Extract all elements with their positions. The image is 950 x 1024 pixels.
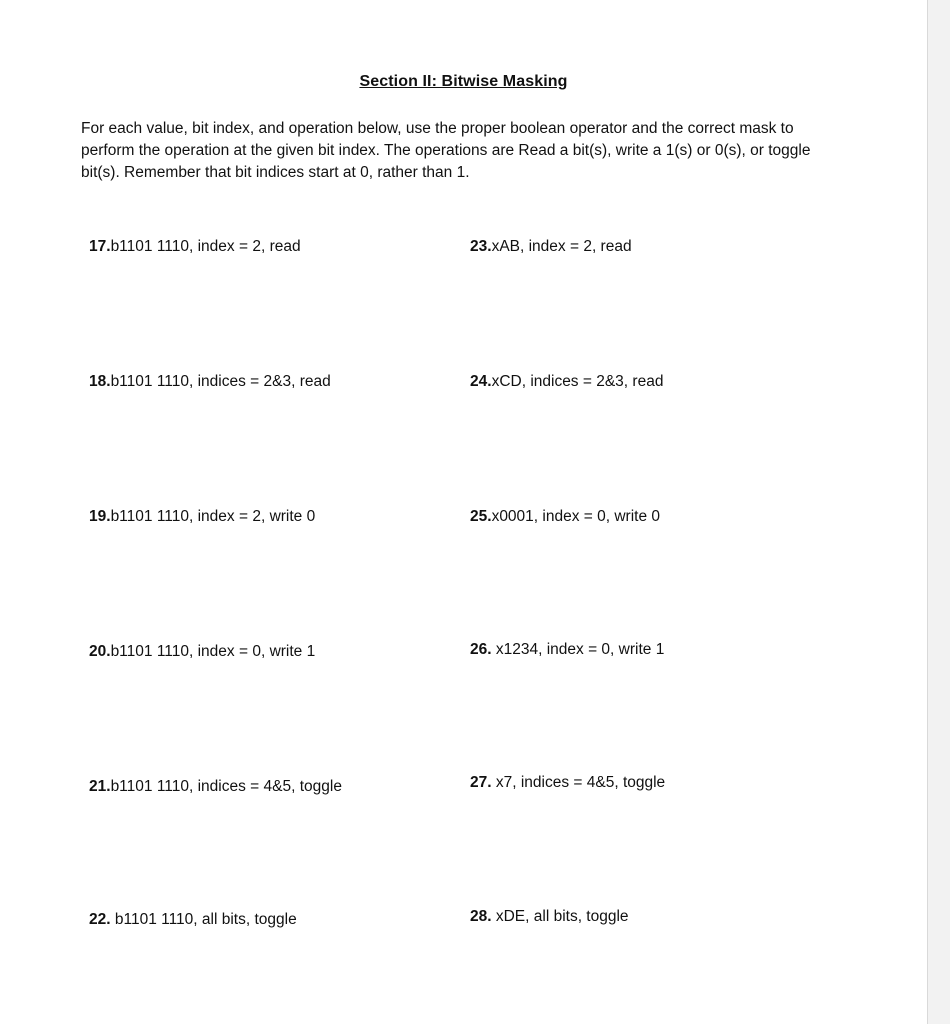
- question-number: 24.: [470, 373, 492, 390]
- question-number: 17.: [89, 238, 111, 255]
- question-text: xCD, indices = 2&3, read: [491, 373, 664, 390]
- question-27: [470, 774, 665, 792]
- question-text: b1101 1110, indices = 2&3, read: [110, 373, 331, 390]
- question-number: 19.: [89, 508, 111, 525]
- question-text: b1101 1110, all bits, toggle: [114, 911, 297, 928]
- question-23: [470, 238, 632, 256]
- question-20: [89, 643, 315, 661]
- question-text: x7, indices = 4&5, toggle: [495, 774, 666, 791]
- question-text: x0001, index = 0, write 0: [491, 508, 661, 525]
- question-19: [89, 508, 315, 526]
- question-number: 20.: [89, 643, 111, 660]
- question-22: [89, 911, 297, 929]
- section-title: Section II: Bitwise Masking: [359, 73, 568, 90]
- question-number: 21.: [89, 778, 111, 795]
- question-number: 25.: [470, 508, 492, 525]
- question-text: b1101 1110, index = 2, write 0: [110, 508, 316, 525]
- question-18: [89, 373, 331, 391]
- scrollbar-track[interactable]: [927, 0, 950, 1024]
- question-text: b1101 1110, index = 0, write 1: [110, 643, 316, 660]
- question-24: [470, 373, 663, 391]
- question-number: 28.: [470, 908, 496, 925]
- question-21: [89, 778, 342, 796]
- question-text: b1101 1110, index = 2, read: [110, 238, 301, 255]
- question-26: [470, 641, 664, 659]
- question-number: 22.: [89, 911, 115, 928]
- question-number: 18.: [89, 373, 111, 390]
- question-number: 23.: [470, 238, 492, 255]
- question-text: b1101 1110, indices = 4&5, toggle: [110, 778, 342, 795]
- question-28: [470, 908, 629, 926]
- question-25: [470, 508, 660, 526]
- question-17: [89, 238, 301, 256]
- question-text: x1234, index = 0, write 1: [495, 641, 665, 658]
- question-number: 27.: [470, 774, 496, 791]
- question-text: xAB, index = 2, read: [491, 238, 632, 255]
- question-number: 26.: [470, 641, 496, 658]
- question-text: xDE, all bits, toggle: [495, 908, 629, 925]
- instructions-paragraph: For each value, bit index, and operation below, use the proper boolean operator and the correct mask to perform the operation at the given bit index. The operations are Read a bit(s), write a 1(s) or 0(s), or toggle bit(s). Remember that bit indices start at 0, rather than 1.: [81, 120, 811, 181]
